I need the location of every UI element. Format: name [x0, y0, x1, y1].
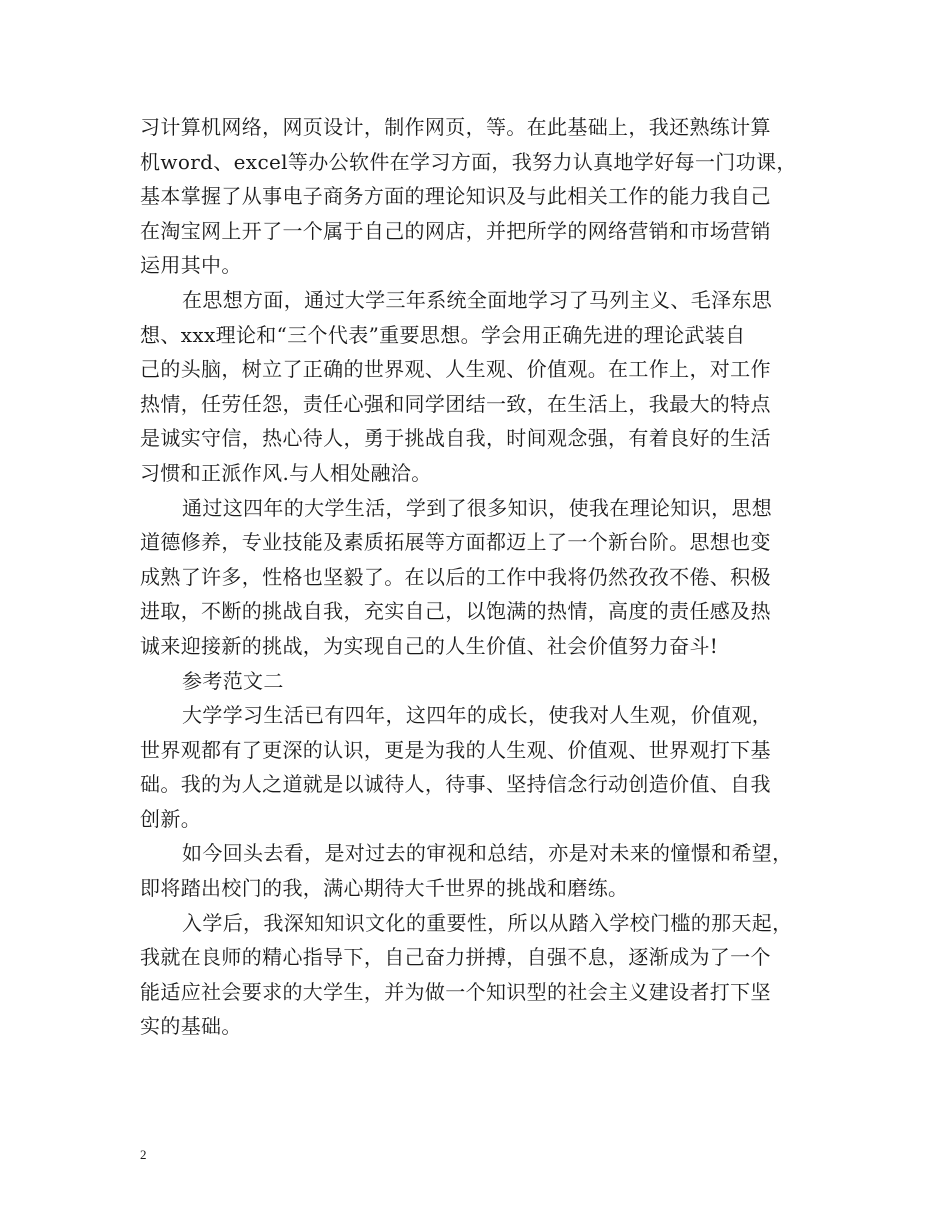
text-line: 我就在良师的精心指导下，自己奋力拼搏，自强不息，逐渐成为了一个 — [140, 945, 771, 970]
text-line: 想、xxx理论和“三个代表”重要思想。学会用正确先进的理论武装自 — [140, 322, 746, 347]
text-line: 热情，任劳任怨，责任心强和同学团结一致，在生活上，我最大的特点 — [140, 391, 771, 416]
text-line: 能适应社会要求的大学生，并为做一个知识型的社会主义建设者打下坚 — [140, 979, 771, 1004]
text-line: 基本掌握了从事电子商务方面的理论知识及与此相关工作的能力我自己 — [140, 184, 771, 209]
paragraph — [140, 110, 830, 283]
page-number: 2 — [140, 1147, 147, 1162]
text-line: 在思想方面，通过大学三年系统全面地学习了马列主义、毛泽东思 — [182, 287, 773, 312]
text-line: 是诚实守信，热心待人，勇于挑战自我，时间观念强，有着良好的生活 — [140, 426, 771, 451]
paragraph — [140, 283, 830, 491]
text-line: 诚来迎接新的挑战，为实现自己的人生价值、社会价值努力奋斗! — [140, 633, 719, 658]
text-line: 即将踏出校门的我，满心期待大千世界的挑战和磨练。 — [140, 876, 629, 901]
text-line: 参考范文二 — [182, 668, 284, 693]
text-line: 成熟了许多，性格也坚毅了。在以后的工作中我将仍然孜孜不倦、积极 — [140, 564, 771, 589]
text-line: 创新。 — [140, 806, 202, 831]
text-line: 习计算机网络，网页设计，制作网页，等。在此基础上，我还熟练计算 — [140, 115, 771, 139]
text-line: 础。我的为人之道就是以诚待人，待事、坚持信念行动创造价值、自我 — [140, 772, 771, 797]
text-line: 通过这四年的大学生活，学到了很多知识，使我在理论知识，思想 — [182, 495, 773, 520]
text-line: 如今回头去看，是对过去的审视和总结，亦是对未来的憧憬和希望， — [182, 841, 793, 866]
paragraph — [140, 698, 830, 836]
text-line: 己的头脑，树立了正确的世界观、人生观、价值观。在工作上，对工作 — [140, 357, 771, 382]
text-line: 运用其中。 — [140, 253, 242, 278]
text-line: 在淘宝网上开了一个属于自己的网店，并把所学的网络营销和市场营销 — [140, 218, 771, 243]
text-line: 大学学习生活已有四年，这四年的成长，使我对人生观，价值观， — [182, 703, 773, 728]
text-line: 入学后，我深知知识文化的重要性，所以从踏入学校门槛的那天起， — [182, 910, 793, 935]
section-heading — [140, 664, 830, 699]
paragraph — [140, 906, 830, 1044]
text-line: 习惯和正派作风.与人相处融洽。 — [140, 460, 432, 485]
paragraph — [140, 491, 830, 664]
document-body — [140, 110, 830, 1044]
text-line: 世界观都有了更深的认识，更是为我的人生观、价值观、世界观打下基 — [140, 737, 771, 762]
text-line: 机word、excel等办公软件在学习方面，我努力认真地学好每一门功课， — [140, 149, 797, 174]
text-line: 进取，不断的挑战自我，充实自己，以饱满的热情，高度的责任感及热 — [140, 599, 771, 624]
paragraph — [140, 836, 830, 905]
text-line: 道德修养，专业技能及素质拓展等方面都迈上了一个新台阶。思想也变 — [140, 530, 771, 555]
text-line: 实的基础。 — [140, 1014, 242, 1039]
